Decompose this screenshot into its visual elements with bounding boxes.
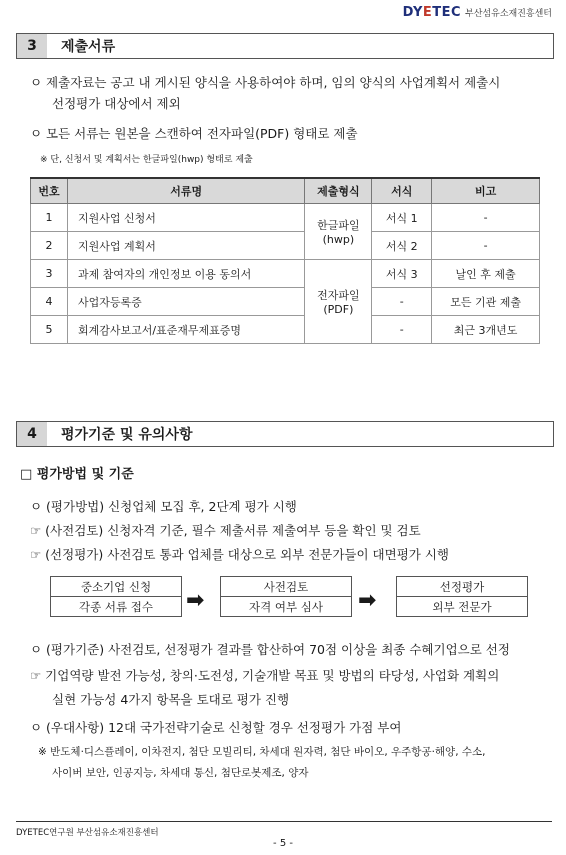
cell-name: 사업자등록증 — [67, 288, 304, 316]
cell-note: 날인 후 제출 — [432, 260, 540, 288]
note-text: 사이버 보안, 인공지능, 차세대 통신, 첨단로봇제조, 양자 — [52, 767, 309, 779]
flow-step-title: 선정평가 — [439, 579, 485, 594]
bullet-text: ㅇ 모든 서류는 원본을 스캔하여 전자파일(PDF) 형태로 제출 — [30, 126, 358, 141]
cell-no: 3 — [31, 260, 68, 288]
table-row — [31, 316, 540, 344]
flow-step-detail: 각종 서류 접수 — [51, 596, 181, 616]
note-text: ※ 단, 신청서 및 계획서는 한글파일(hwp) 형태로 제출 — [40, 155, 253, 165]
bullet-text: 선정평가 대상에서 제외 — [52, 96, 181, 111]
footer-org: DYETEC연구원 부산섬유소재진흥센터 — [16, 828, 159, 838]
arrow-right-icon: ➡ — [358, 588, 377, 613]
cell-name: 회계감사보고서/표준재무제표증명 — [67, 316, 304, 344]
table-row — [31, 288, 540, 316]
flow-step-title: 사전검토 — [263, 579, 309, 594]
flow-step-detail: 자격 여부 심사 — [221, 596, 351, 616]
bullet-text: ☞ (사전검토) 신청자격 기준, 필수 제출서류 제출여부 등을 확인 및 검토 — [30, 523, 421, 538]
cell-name: 지원사업 신청서 — [67, 204, 304, 232]
cell-name: 과제 참여자의 개인정보 이용 동의서 — [67, 260, 304, 288]
table-row — [31, 204, 540, 232]
flow-step-review — [220, 576, 352, 617]
cell-note: 최근 3개년도 — [432, 316, 540, 344]
table-row — [31, 232, 540, 260]
section-title: 평가기준 및 유의사항 — [61, 427, 193, 443]
header-logo — [403, 5, 552, 20]
cell-note: 모든 기관 제출 — [432, 288, 540, 316]
section-3-header — [16, 33, 554, 59]
col-header: 서류명 — [67, 178, 304, 204]
table-row — [31, 260, 540, 288]
cell-note: - — [432, 232, 540, 260]
org-name: 부산섬유소재진흥센터 — [465, 9, 552, 19]
bullet-text: ㅇ (평가방법) 신청업체 모집 후, 2단계 평가 시행 — [30, 499, 297, 514]
section-number: 4 — [17, 422, 47, 446]
cell-format-pdf: 전자파일 (PDF) — [305, 260, 372, 344]
cell-form: - — [372, 316, 432, 344]
flow-step-detail: 외부 전문가 — [397, 596, 527, 616]
page-number: - 5 - — [273, 838, 293, 849]
table-header-row — [31, 178, 540, 204]
documents-table — [30, 177, 540, 344]
bullet-text: ☞ (선정평가) 사전검토 통과 업체를 대상으로 외부 전문가들이 대면평가 시행 — [30, 547, 449, 562]
bullet-text: 실현 가능성 4가지 항목을 토대로 평가 진행 — [52, 692, 290, 707]
cell-form: 서식 2 — [372, 232, 432, 260]
subheading: □ 평가방법 및 기준 — [20, 467, 134, 482]
col-header: 비고 — [432, 178, 540, 204]
col-header: 서식 — [372, 178, 432, 204]
note-text: ※ 반도체·디스플레이, 이차전지, 첨단 모빌리티, 차세대 원자력, 첨단 바이오, 우주항공·해양, 수소, — [38, 746, 486, 758]
footer-divider — [16, 821, 552, 822]
cell-note: - — [432, 204, 540, 232]
bullet-text: ㅇ (평가기준) 사전검토, 선정평가 결과를 합산하여 70점 이상을 최종 수혜기업으로 선정 — [30, 642, 510, 657]
cell-no: 1 — [31, 204, 68, 232]
arrow-right-icon: ➡ — [186, 588, 205, 613]
brand-logo: DYETEC — [402, 5, 462, 20]
cell-no: 5 — [31, 316, 68, 344]
cell-no: 2 — [31, 232, 68, 260]
flow-step-apply — [50, 576, 182, 617]
cell-form: 서식 3 — [372, 260, 432, 288]
cell-format-hwp: 한글파일 (hwp) — [305, 204, 372, 260]
bullet-text: ㅇ (우대사항) 12대 국가전략기술로 신청할 경우 선정평가 가점 부여 — [30, 720, 402, 735]
cell-form: - — [372, 288, 432, 316]
flow-step-selection — [396, 576, 528, 617]
col-header: 제출형식 — [305, 178, 372, 204]
section-number: 3 — [17, 34, 47, 58]
section-title: 제출서류 — [61, 39, 116, 55]
bullet-text: ㅇ 제출자료는 공고 내 게시된 양식을 사용하여야 하며, 임의 양식의 사업계획서 제출시 — [30, 75, 501, 90]
cell-form: 서식 1 — [372, 204, 432, 232]
flow-step-title: 중소기업 신청 — [80, 579, 152, 594]
cell-no: 4 — [31, 288, 68, 316]
col-header: 번호 — [31, 178, 68, 204]
section-4-header — [16, 421, 554, 447]
bullet-text: ☞ 기업역량 발전 가능성, 창의·도전성, 기술개발 목표 및 방법의 타당성, 사업화 계획의 — [30, 668, 500, 683]
cell-name: 지원사업 계획서 — [67, 232, 304, 260]
